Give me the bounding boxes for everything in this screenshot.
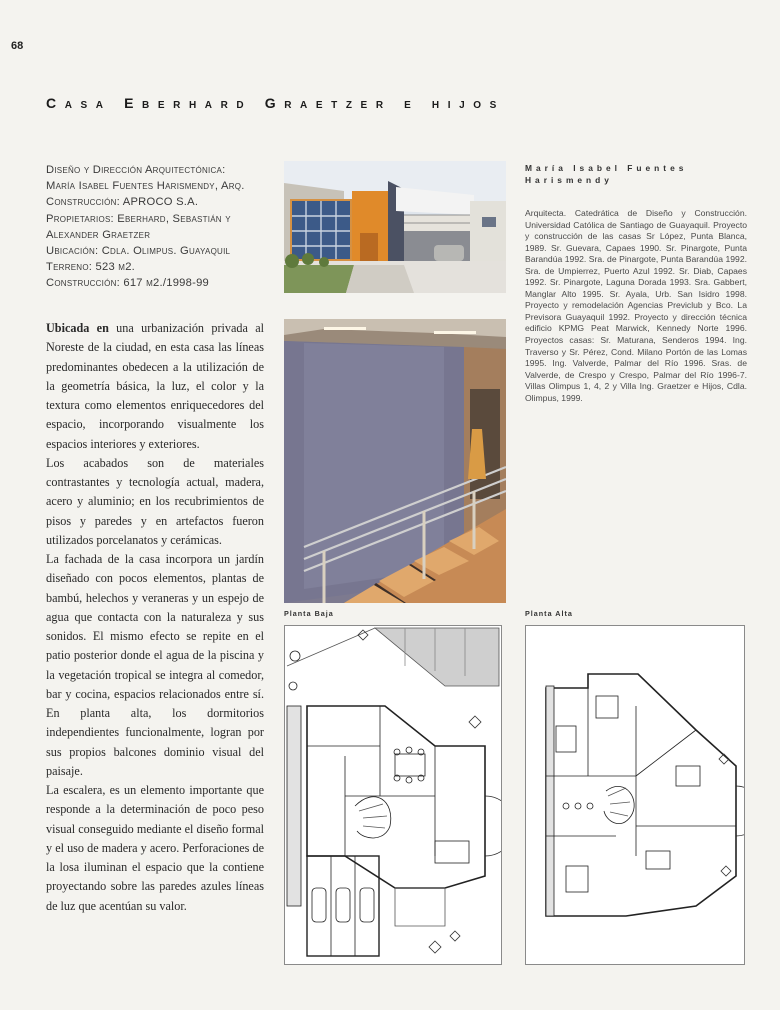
paragraph: Los acabados son de materiales contrastantes y tecnología actual, madera, acero y aluminio; en los recubrimientos de pisos y paredes y en artefactos fueron utilizados porcelanatos y cerámicas. bbox=[46, 455, 264, 547]
paragraph: La escalera, es un elemento importante que responde a la determinación de poco peso visual conseguido mediante el diseño formal y el uso de madera y acero. Perforaciones de la losa iluminan el espacio que la contiene proyectando sobre las paredes azules líneas de luz que acentúan su valor. bbox=[46, 783, 264, 913]
upper-floor-plan bbox=[525, 625, 745, 965]
ground-floor-label: Planta Baja bbox=[284, 609, 334, 618]
lead-in: Ubicada en bbox=[46, 321, 109, 335]
credit-line: Propietarios: Eberhard, Sebastián y bbox=[46, 212, 231, 225]
paragraph-text: una urbanización privada al Noreste de la ciudad, en esta casa las líneas predominantes obedecen a la utilización de la geometría básica, la luz, el color y la textura como elementos enriquecedores del espacio, incorporando visualmente los espacios interiores y exteriores. bbox=[46, 321, 265, 451]
ground-floor-plan bbox=[284, 625, 502, 965]
interior-stair-photo bbox=[284, 319, 506, 603]
credit-line: Diseño y Dirección Arquitectónica: bbox=[46, 164, 226, 176]
credit-line: María Isabel Fuentes Harismendy, Arq. bbox=[46, 180, 245, 193]
paragraph: La fachada de la casa incorpora un jardín diseñado con pocos elementos, plantas de bambú, helechos y veraneras y un espejo de agua que contacta con la naturaleza y sus sonidos. El mismo efecto se repite en el patio posterior donde el agua de la piscina y la vegetación tropical se integra al comedor, bar y cocina, espacios relacionados entre sí. En planta alta, los dormitorios independientes funcionalmente, logran por sus propios balcones dominio visual del paisaje. bbox=[46, 552, 264, 778]
credit-line: Ubicación: Cdla. Olimpus. Guayaquil bbox=[46, 245, 231, 258]
paragraph bbox=[46, 319, 264, 454]
article-title: Casa Eberhard Graetzer e hijos bbox=[46, 95, 505, 111]
credit-line: Alexander Graetzer bbox=[46, 228, 151, 241]
article-body bbox=[46, 319, 264, 916]
upper-floor-label: Planta Alta bbox=[525, 609, 573, 618]
facade-photo bbox=[284, 161, 506, 293]
architect-name: María Isabel Fuentes Harismendy bbox=[525, 163, 688, 185]
page-number: 68 bbox=[11, 40, 24, 52]
credit-line: Construcción: APROCO S.A. bbox=[46, 196, 199, 209]
credit-line: Terreno: 523 m2. bbox=[46, 261, 136, 274]
credit-line: Construcción: 617 m2./1998-99 bbox=[46, 277, 210, 290]
architect-bio: Arquitecta. Catedrática de Diseño y Construcción. Universidad Católica de Santiago de Guayaquil. Proyecto y construcción de las casas Sr López, Punta Blanca, 1989. Sr. Guevara, Capaes 1990. Sr. Pinargote, Punta Barandúa 1992. Sra. de Pinargote, Punta Barandúa 1992. Sra. de Umpierrez, Puerto Azul 1992. Sr. Diab, Capaes 1992. Sr. Pinargote, Laguna Dorada 1993. Sra. Gabbert, Manglar Alto 1995. Sr. Ayala, Urb. San Isidro 1998. Proyecto y remodelación Agencias Previclub y Bco. La Previsora Guayaquil 1992. Proyecto y dirección técnica edificio KPMG Peat Marwick, Kennedy Norte 1996. Proyectos casas: Sr. Maturana, Senderos 1994. Ing. Traverso y Sr. Pérez, Cond. Milano Portón de las Lomas 1995. Ing. Valverde, Palmar del Río 1996. Sras. de Valverde, de Crespo y Crespo, Palmar del Río 1996-7. Villas Olimpus 1, 4, 2 y Villa Ing. Graetzer e Hijos, Cdla. Olimpus, 1999. bbox=[525, 208, 747, 403]
project-credits bbox=[46, 162, 276, 292]
